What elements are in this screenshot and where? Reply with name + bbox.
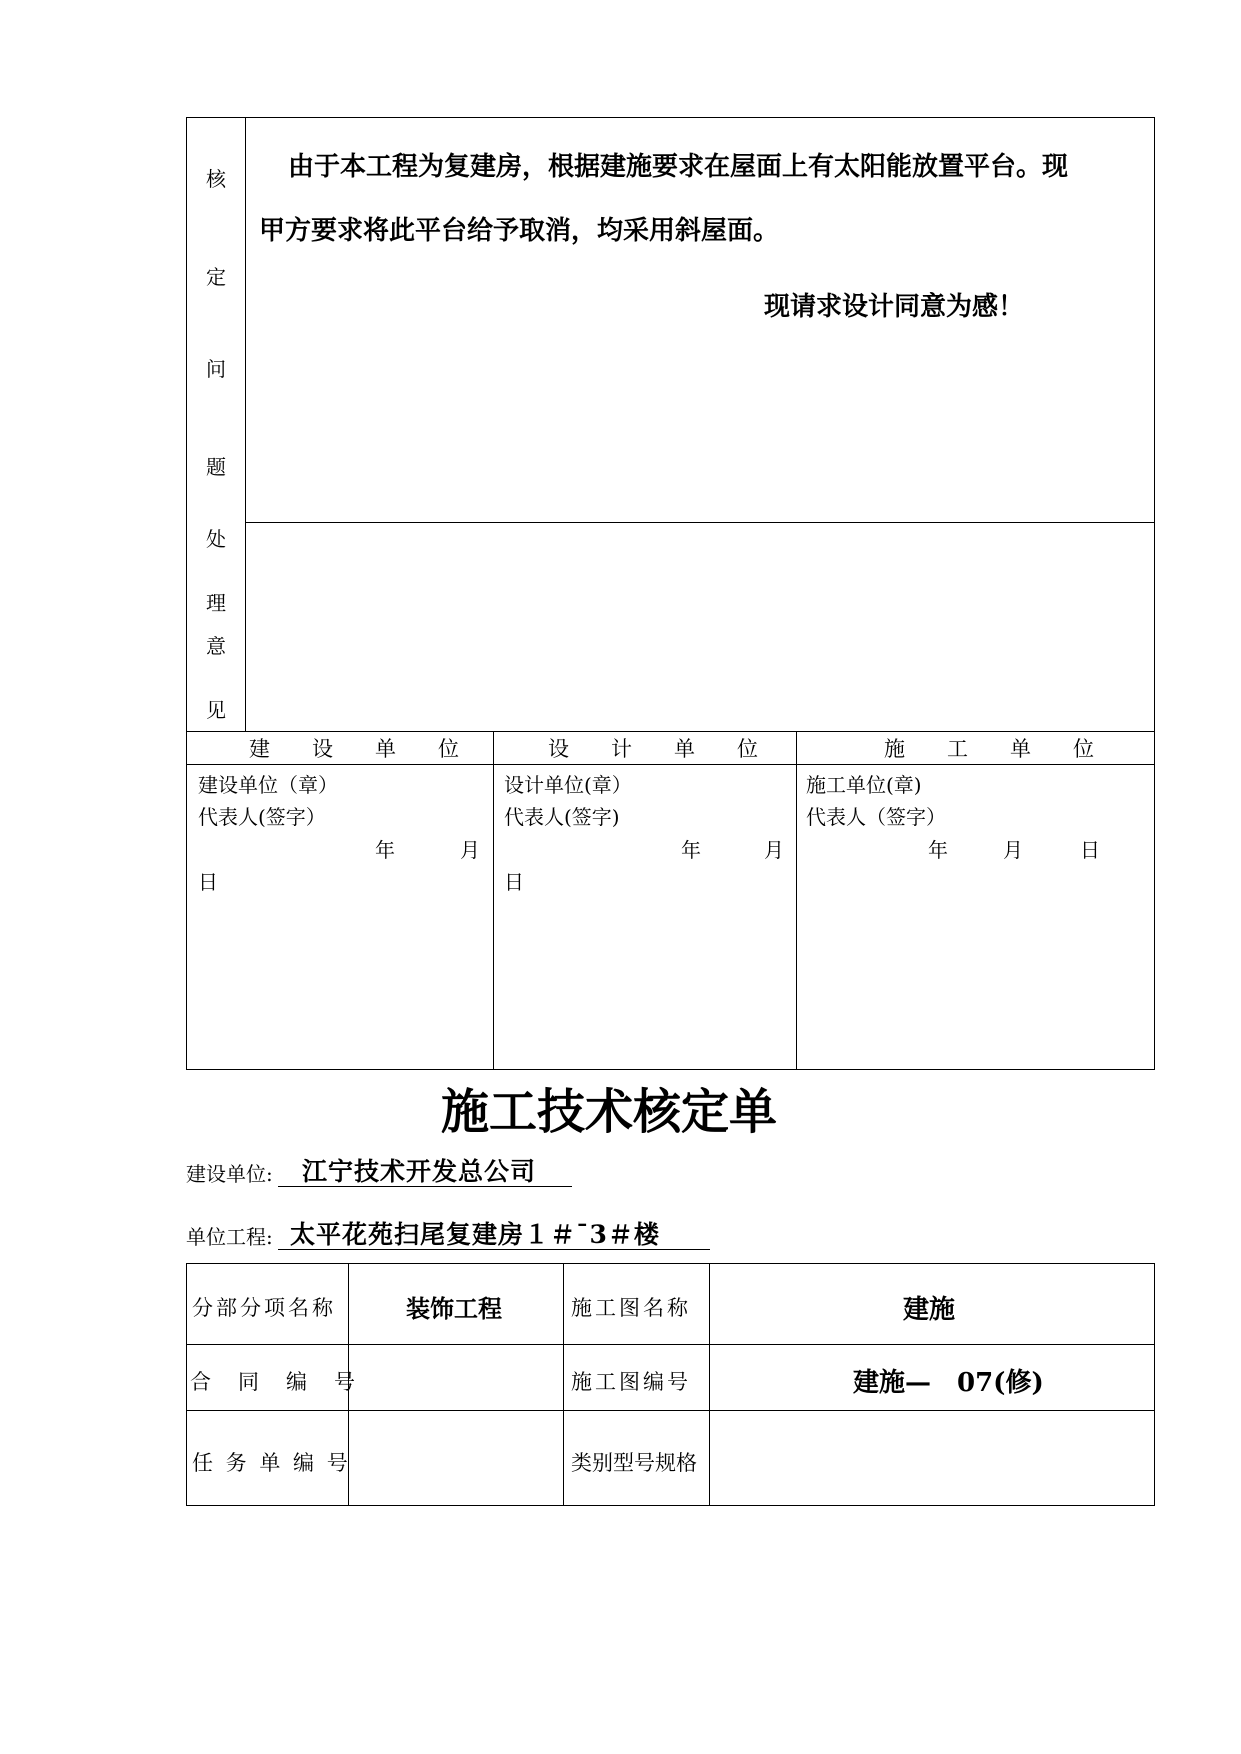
issue-text-line3: 现请求设计同意为感！ bbox=[764, 292, 1025, 322]
task-no-label: 任 务 单 编 号 bbox=[192, 1451, 351, 1475]
category-spec-label: 类别型号规格 bbox=[571, 1451, 697, 1475]
drawing-name-value: 建施 bbox=[903, 1295, 956, 1325]
issue-text-line2: 甲方要求将此平台给予取消，均采用斜屋面。 bbox=[259, 216, 780, 246]
design-month-label: 月 bbox=[764, 838, 784, 862]
construction-unit-header: 施 工 单 位 bbox=[884, 737, 1094, 761]
contract-no-label: 合 同 编 号 bbox=[190, 1370, 358, 1394]
section-name-label: 分部分项名称 bbox=[192, 1296, 336, 1320]
form-title: 施工技术核定单 bbox=[441, 1084, 778, 1140]
owner-unit-header: 建 设 单 位 bbox=[249, 737, 459, 761]
owner-field-underline bbox=[278, 1186, 572, 1187]
drawing-no-value: 建施— 07(修) bbox=[853, 1368, 1044, 1398]
owner-year-label: 年 bbox=[375, 838, 395, 862]
issue-label-char: 核 bbox=[206, 167, 226, 191]
opinion-label-char: 理 bbox=[206, 591, 226, 615]
project-field-underline bbox=[278, 1249, 710, 1250]
drawing-no-label: 施工图编号 bbox=[571, 1370, 691, 1394]
issue-label-char: 问 bbox=[206, 357, 226, 381]
section-name-value: 装饰工程 bbox=[406, 1294, 502, 1323]
opinion-label-char: 处 bbox=[206, 527, 226, 551]
opinion-label-char: 意 bbox=[206, 634, 226, 658]
owner-day-label: 日 bbox=[198, 870, 218, 894]
drawing-name-label: 施工图名称 bbox=[571, 1296, 691, 1320]
owner-month-label: 月 bbox=[460, 838, 480, 862]
design-rep-label: 代表人(签字) bbox=[504, 805, 620, 829]
construction-day-label: 日 bbox=[1080, 838, 1100, 862]
owner-field-value: 江宁技术开发总公司 bbox=[302, 1157, 537, 1186]
issue-text-line1: 由于本工程为复建房，根据建施要求在屋面上有太阳能放置平台。现 bbox=[288, 152, 1069, 182]
construction-month-label: 月 bbox=[1003, 838, 1023, 862]
design-year-label: 年 bbox=[681, 838, 701, 862]
opinion-label-char: 见 bbox=[206, 698, 226, 722]
design-day-label: 日 bbox=[504, 870, 524, 894]
owner-seal-label: 建设单位（章） bbox=[198, 773, 338, 797]
construction-year-label: 年 bbox=[928, 838, 948, 862]
design-unit-header: 设 计 单 位 bbox=[548, 737, 758, 761]
design-seal-label: 设计单位(章） bbox=[504, 773, 632, 797]
construction-rep-label: 代表人（签字） bbox=[806, 805, 946, 829]
owner-rep-label: 代表人(签字） bbox=[198, 805, 326, 829]
construction-seal-label: 施工单位(章) bbox=[806, 773, 922, 797]
owner-field-label: 建设单位: bbox=[186, 1162, 273, 1186]
issue-label-char: 定 bbox=[206, 265, 226, 289]
project-field-label: 单位工程: bbox=[186, 1225, 273, 1249]
issue-label-char: 题 bbox=[206, 455, 226, 479]
project-field-value: 太平花苑扫尾复建房１＃¯3＃楼 bbox=[290, 1220, 660, 1249]
